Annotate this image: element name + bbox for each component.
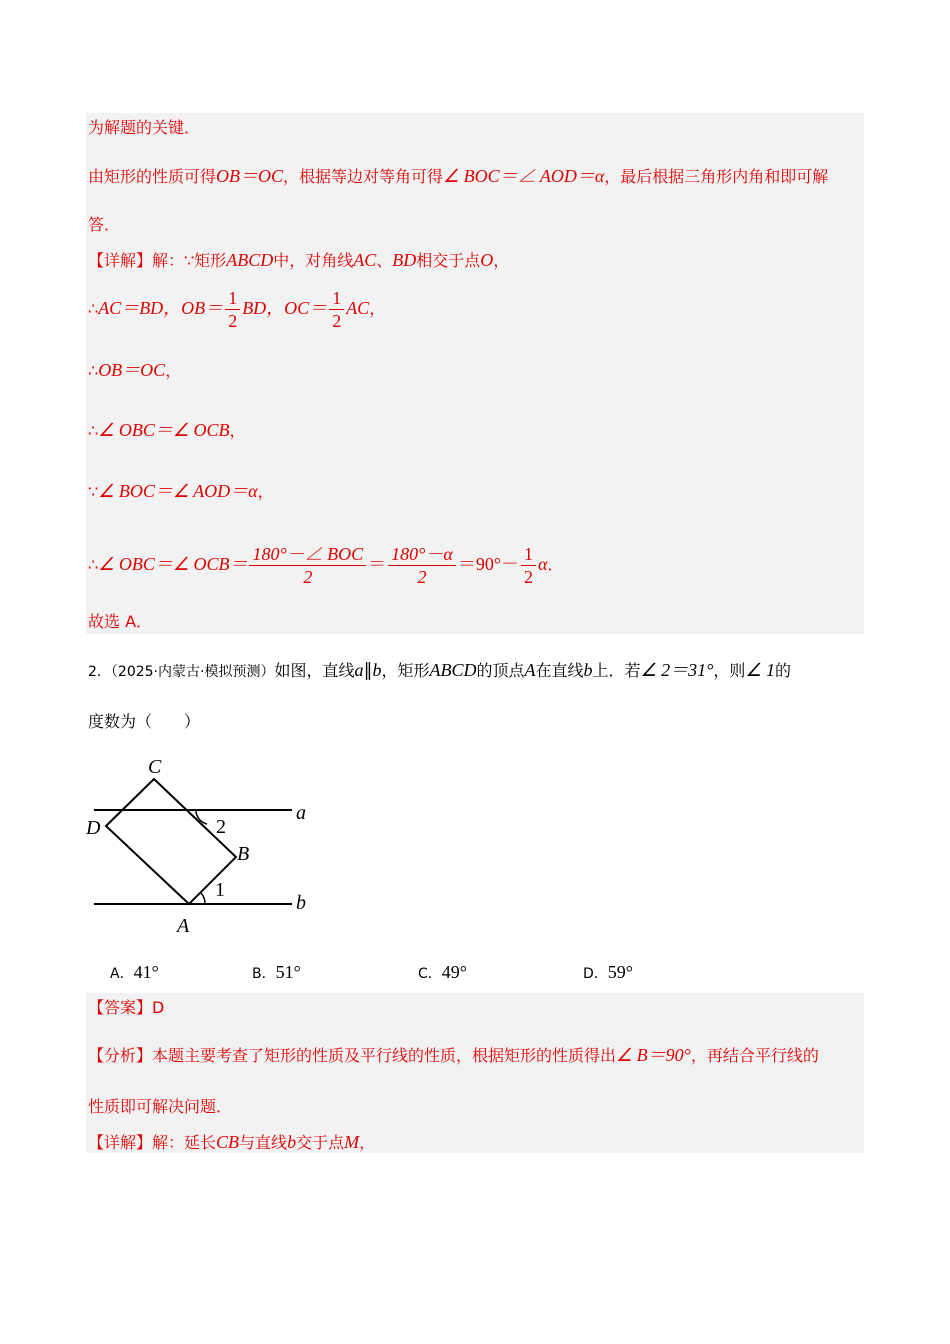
detail-tag: 【详解】 [88,251,153,270]
solution-detail-line: 【详解】解：∵矩形ABCD中，对角线AC、BD相交于点O， [88,250,510,270]
solution-line-3: 答． [88,215,121,234]
detail-tag: 【详解】 [88,1133,153,1152]
answer-line [88,998,164,1018]
solution-line-2: 由矩形的性质可得OB＝OC，根据等边对等角可得∠ BOC＝∠ AOD＝α，最后根据三角形内角和即可解 [88,166,829,186]
solution-step-ac-bd: ∴AC＝BD，OB＝ $\frac{1}{2}$ BD，OC＝ $\frac{1}{2}$ AC， [88,288,386,331]
fraction: $\frac{1}{2}$ [329,287,344,332]
angle-label-1: 1 [215,879,225,901]
answer-value: D [152,998,165,1017]
line-label-b: b [296,892,306,914]
solution-panel-2 [86,993,864,1153]
analysis-line-2: 性质即可解决问题． [88,1097,233,1116]
answer-tag: 【答案】 [88,998,153,1017]
analysis-line: 【分析】本题主要考查了矩形的性质及平行线的性质，根据矩形的性质得出∠ B＝90°，再结合平行线的 [88,1045,819,1065]
line-label-a: a [296,802,306,824]
question-source: （2025·内蒙古·模拟预测） [110,664,275,680]
option-c[interactable]: C．49° [418,962,467,982]
solution-step-boc-aod: ∵∠ BOC＝∠ AOD＝α， [88,481,274,501]
question-2-stem-line-2: 度数为（ ） [88,712,201,731]
fraction: $\frac{\text{180°－∠ BOC}}{2}$ [249,543,366,588]
question-number: 2． [88,664,111,680]
solution-step-final-angle: ∴∠ OBC＝∠ OCB＝ $\frac{\text{180°－∠ BOC}}{2}$ ＝ $\frac{180^\circ-\alpha}{2}$ ＝90°－ $\frac{1}{2}$ α． [88,544,564,587]
analysis-tag: 【分析】 [88,1046,153,1065]
vertex-label-b: B [237,843,250,865]
solution-answer-choice: 故选 A． [88,612,153,631]
fraction: $\frac{180^\circ-\alpha}{2}$ [388,543,456,588]
question-2-stem: 2．（2025·内蒙古·模拟预测）如图，直线a∥b，矩形ABCD的顶点A在直线b上．若∠ 2＝31°，则∠ 1的 [88,660,792,680]
angle-2-arc [196,810,207,824]
vertex-label-d: D [86,817,101,839]
option-a[interactable]: A．41° [110,962,159,982]
geometry-figure [86,752,326,942]
detail-line: 【详解】解：延长CB与直线b交于点M， [88,1132,376,1152]
fraction: $\frac{1}{2}$ [225,287,240,332]
option-d[interactable]: D．59° [583,962,633,982]
fraction: $\frac{1}{2}$ [521,543,536,588]
vertex-label-a: A [177,915,190,937]
solution-step-angles-equal: ∴∠ OBC＝∠ OCB， [88,420,246,440]
solution-line-1: 为解题的关键． [88,118,201,137]
option-b[interactable]: B．51° [252,962,301,982]
vertex-label-c: C [148,756,162,778]
angle-label-2: 2 [216,816,226,838]
solution-step-ob-oc: ∴OB＝OC， [88,360,182,380]
angle-1-arc [201,893,205,904]
